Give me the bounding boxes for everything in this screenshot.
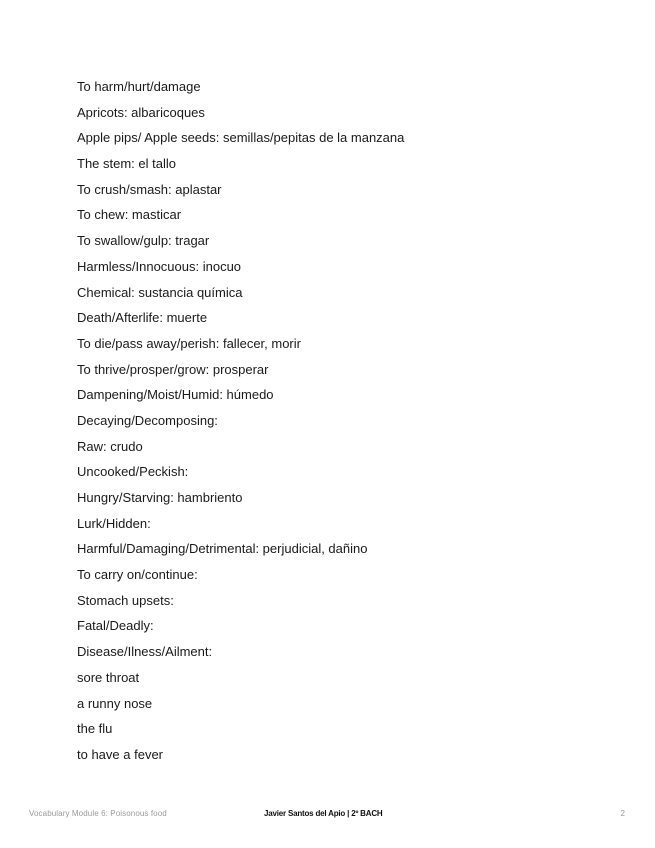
vocab-line: Disease/Ilness/Ailment: xyxy=(77,644,213,660)
vocab-line: Apple pips/ Apple seeds: semillas/pepitas de la manzana xyxy=(77,130,405,146)
vocab-line: Hungry/Starving: hambriento xyxy=(77,490,243,505)
page-footer xyxy=(0,807,655,823)
vocab-line: Stomach upsets: xyxy=(77,592,174,608)
vocab-line: Uncooked/Peckish: xyxy=(77,464,189,480)
vocab-line: To harm/hurt/damage xyxy=(77,79,201,94)
footer-document-title: Vocabulary Module 6: Poisonous food xyxy=(29,809,167,818)
vocab-line: Lurk/Hidden: xyxy=(77,515,151,531)
vocabulary-list xyxy=(77,78,404,772)
vocab-line: Raw: crudo xyxy=(77,438,143,454)
vocab-line: To thrive/prosper/grow: prosperar xyxy=(77,361,269,377)
vocab-line: Apricots: albaricoques xyxy=(77,104,205,120)
vocab-line: The stem: el tallo xyxy=(77,156,176,172)
vocab-line: Fatal/Deadly: xyxy=(77,618,154,634)
vocab-line: to have a fever xyxy=(77,746,163,762)
vocab-line: Decaying/Decomposing: xyxy=(77,412,218,428)
footer-author: Javier Santos del Apio | 2º BACH xyxy=(264,809,383,818)
vocab-line: To die/pass away/perish: fallecer, morir xyxy=(77,335,301,351)
vocab-line: a runny nose xyxy=(77,695,153,711)
vocab-line: Chemical: sustancia química xyxy=(77,284,243,300)
vocab-line: Harmful/Damaging/Detrimental: perjudicial, dañino xyxy=(77,541,368,557)
vocab-line: Death/Afterlife: muerte xyxy=(77,310,208,326)
vocab-line: To swallow/gulp: tragar xyxy=(77,233,210,249)
vocab-line: To crush/smash: aplastar xyxy=(77,181,222,197)
vocab-line: sore throat xyxy=(77,669,140,685)
vocab-line: the flu xyxy=(77,721,113,737)
vocab-line: Harmless/Innocuous: inocuo xyxy=(77,258,242,274)
vocab-line: To chew: masticar xyxy=(77,207,182,223)
vocab-line: To carry on/continue: xyxy=(77,567,198,583)
footer-page-number: 2 xyxy=(620,809,625,818)
vocab-line: Dampening/Moist/Humid: húmedo xyxy=(77,387,274,403)
